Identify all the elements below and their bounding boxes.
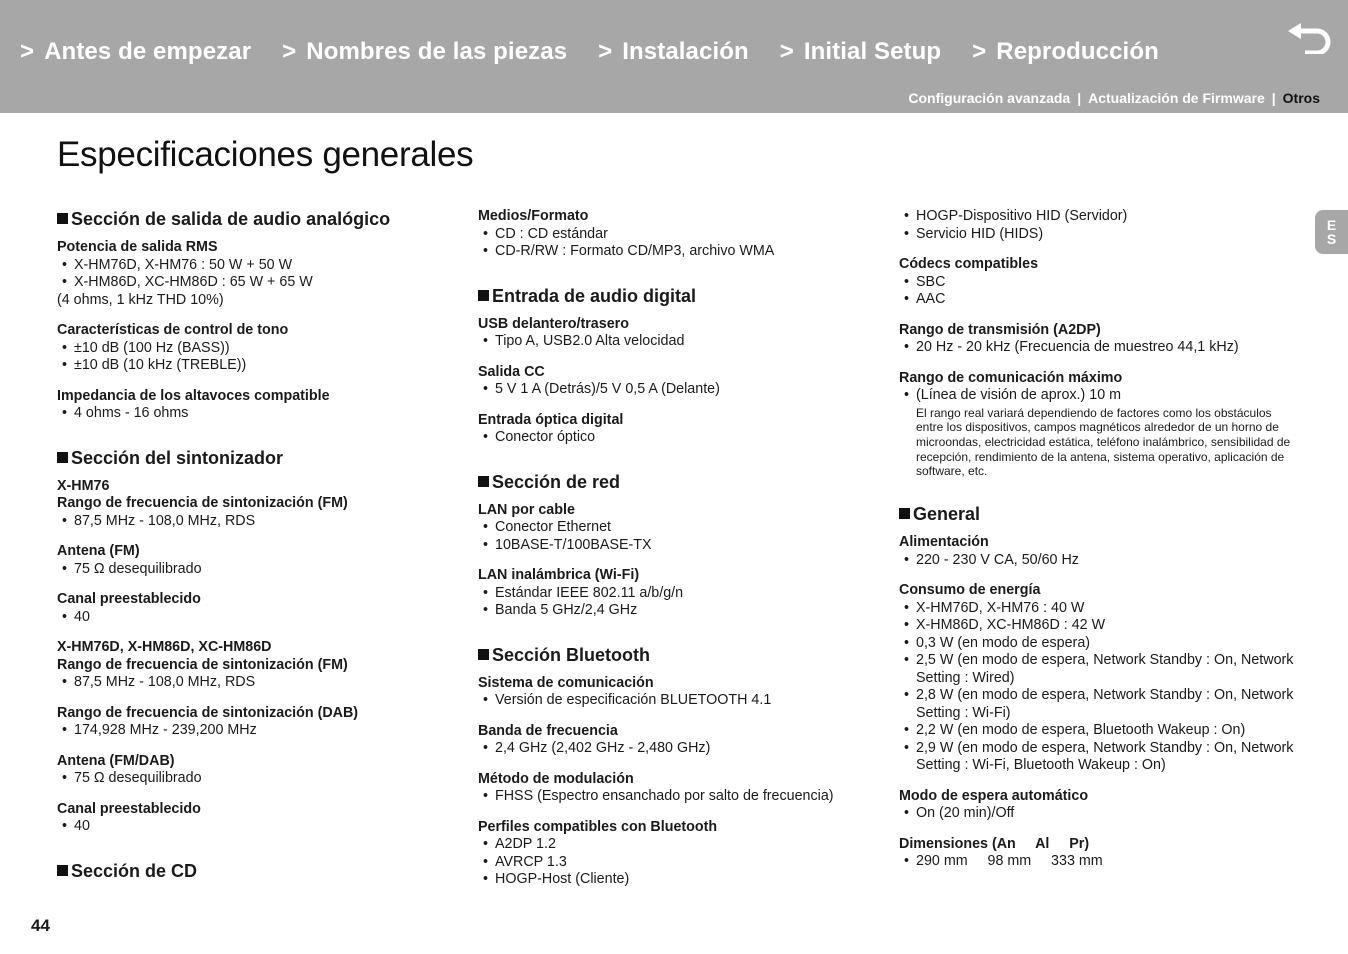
square-bullet-icon [57, 213, 68, 224]
spec-list [57, 561, 457, 579]
spec-item: • Banda 5 GHz/2,4 GHz [478, 602, 888, 620]
page-title: Especificaciones generales [57, 135, 474, 174]
chevron-right-icon: > [598, 38, 613, 65]
spec-item: • ±10 dB (10 kHz (TREBLE)) [57, 357, 457, 375]
section-heading-network [478, 471, 888, 493]
spec-item: • X-HM86D, XC-HM86D : 42 W [899, 617, 1299, 635]
spec-item: • AVRCP 1.3 [478, 854, 888, 872]
spec-item: • CD-R/RW : Formato CD/MP3, archivo WMA [478, 243, 888, 261]
spec-item: • Conector óptico [478, 429, 888, 447]
spec-item: • 87,5 MHz - 108,0 MHz, RDS [57, 674, 457, 692]
spec-list [57, 770, 457, 788]
spec-item: • 2,9 W (en modo de espera, Network Standby : On, Network Setting : Wi-Fi, Bluetooth Wakeup : On) [899, 740, 1299, 775]
spec-label: Entrada óptica digital [478, 411, 624, 428]
spec-list [57, 405, 457, 423]
spec-item: • 2,8 W (en modo de espera, Network Standby : On, Network Setting : Wi-Fi) [899, 687, 1299, 722]
spec-label: Modo de espera automático [899, 787, 1089, 804]
spec-item: • 5 V 1 A (Detrás)/5 V 0,5 A (Delante) [478, 381, 888, 399]
nav-label: Reproducción [996, 38, 1159, 65]
section-heading-text: Sección de salida de audio analógico [71, 209, 391, 229]
spec-label: LAN por cable [478, 501, 575, 518]
spec-list [478, 585, 888, 620]
spec-item: • 174,928 MHz - 239,200 MHz [57, 722, 457, 740]
spec-item: • CD : CD estándar [478, 226, 888, 244]
spec-label: Dimensiones (An Al Pr) [899, 835, 1090, 852]
spec-item: • 40 [57, 818, 457, 836]
spec-label: Potencia de salida RMS [57, 239, 218, 255]
spec-item: • X-HM76D, X-HM76 : 40 W [899, 600, 1299, 618]
square-bullet-icon [57, 452, 68, 463]
nav-nombres-de-las-piezas[interactable] [282, 38, 567, 66]
spec-note: (4 ohms, 1 kHz THD 10%) [57, 291, 224, 308]
spec-list [57, 257, 457, 292]
spec-item: • A2DP 1.2 [478, 836, 888, 854]
spec-item: • Servicio HID (HIDS) [899, 226, 1299, 244]
spec-label: LAN inalámbrica (Wi-Fi) [478, 567, 640, 583]
square-bullet-icon [478, 476, 489, 487]
spec-list [899, 208, 1299, 243]
spec-item: • 220 - 230 V CA, 50/60 Hz [899, 552, 1299, 570]
section-heading-text: General [913, 504, 981, 525]
chevron-right-icon: > [972, 38, 987, 65]
spec-label: Alimentación [899, 534, 989, 551]
spec-footnote: El rango real variará dependiendo de factores como los obstáculos entre los dispositivos, campos magnéticos alrededor de un horno de microondas, electricidad estática, teléfono inalámbrico, sensibilidad de recepción, rendimiento de la antena, sistema operativo, aplicación de software, etc. [916, 405, 1291, 479]
chevron-right-icon: > [282, 38, 297, 65]
spec-label: Rango de comunicación máximo [899, 369, 1123, 386]
model-label: X-HM76 [57, 477, 110, 494]
spec-item: • AAC [899, 291, 1299, 309]
spec-list [478, 788, 888, 806]
square-bullet-icon [899, 508, 910, 519]
model-label: X-HM76D, X-HM86D, XC-HM86D [57, 639, 272, 655]
nav-reproduccion[interactable] [972, 38, 1159, 66]
spec-label: Perfiles compatibles con Bluetooth [478, 818, 718, 835]
spec-item: • Tipo A, USB2.0 Alta velocidad [478, 333, 888, 351]
spec-label: Rango de frecuencia de sintonización (FM) [57, 656, 348, 673]
spec-label: Impedancia de los altavoces compatible [57, 387, 330, 404]
spec-item: • 0,3 W (en modo de espera) [899, 635, 1299, 653]
spec-item: • HOGP-Dispositivo HID (Servidor) [899, 208, 1299, 226]
spec-list [478, 836, 888, 889]
subnav-separator: | [1077, 90, 1082, 106]
spec-list [899, 339, 1299, 357]
main-nav [20, 38, 1190, 66]
spec-list [57, 818, 457, 836]
return-arrow-icon[interactable] [1285, 14, 1333, 54]
spec-item: • 20 Hz - 20 kHz (Frecuencia de muestreo 44,1 kHz) [899, 339, 1299, 357]
spec-item: • X-HM76D, X-HM76 : 50 W + 50 W [57, 257, 457, 275]
nav-instalacion[interactable] [598, 38, 749, 66]
spec-item: • X-HM86D, XC-HM86D : 65 W + 65 W [57, 274, 457, 292]
page-number: 44 [31, 916, 50, 935]
chevron-right-icon: > [779, 38, 794, 65]
spec-item: • 4 ohms - 16 ohms [57, 405, 457, 423]
spec-label: Rango de transmisión (A2DP) [899, 321, 1101, 338]
spec-list [899, 387, 1299, 405]
spec-item: • 290 mm 98 mm 333 mm [899, 853, 1299, 871]
subnav-configuracion-avanzada[interactable]: Configuración avanzada [908, 90, 1071, 106]
spec-item: • 2,5 W (en modo de espera, Network Standby : On, Network Setting : Wired) [899, 652, 1299, 687]
section-heading-cd [57, 860, 457, 882]
spec-item: • FHSS (Espectro ensanchado por salto de frecuencia) [478, 788, 888, 806]
spec-label: Salida CC [478, 363, 545, 380]
square-bullet-icon [478, 290, 489, 301]
spec-list [478, 740, 888, 758]
spec-label: Códecs compatibles [899, 256, 1039, 272]
spec-label: USB delantero/trasero [478, 315, 629, 332]
spec-item: • Conector Ethernet [478, 519, 888, 537]
sub-navigation [908, 90, 1320, 106]
spec-list [899, 805, 1299, 823]
nav-label: Nombres de las piezas [306, 38, 568, 65]
spec-item: • 2,4 GHz (2,402 GHz - 2,480 GHz) [478, 740, 888, 758]
spec-list [478, 429, 888, 447]
spec-item: • Versión de especificación BLUETOOTH 4.1 [478, 692, 888, 710]
spec-item: • 10BASE-T/100BASE-TX [478, 537, 888, 555]
spec-list [899, 274, 1299, 309]
spec-list [899, 853, 1299, 871]
spec-label: Consumo de energía [899, 582, 1041, 599]
spec-item: • Estándar IEEE 802.11 a/b/g/n [478, 585, 888, 603]
spec-item: • SBC [899, 274, 1299, 292]
nav-label: Instalación [622, 38, 749, 65]
spec-item: • 87,5 MHz - 108,0 MHz, RDS [57, 513, 457, 531]
spec-item: • 75 Ω desequilibrado [57, 561, 457, 579]
language-tab-letter: E [1326, 217, 1337, 233]
nav-antes-de-empezar[interactable] [20, 38, 251, 66]
spec-label: Antena (FM/DAB) [57, 752, 175, 769]
spec-label: Sistema de comunicación [478, 674, 654, 691]
spec-list [57, 513, 457, 531]
spec-column-3 [899, 208, 1299, 871]
spec-item: • 75 Ω desequilibrado [57, 770, 457, 788]
square-bullet-icon [57, 865, 68, 876]
chevron-right-icon: > [20, 38, 35, 65]
spec-label: Método de modulación [478, 770, 634, 787]
subnav-otros[interactable]: Otros [1282, 90, 1320, 106]
nav-label: Antes de empezar [44, 38, 252, 65]
section-heading-bluetooth [478, 644, 888, 666]
spec-label: Rango de frecuencia de sintonización (DAB) [57, 704, 359, 721]
spec-list [57, 340, 457, 375]
spec-column-2 [478, 208, 888, 889]
spec-item: • HOGP-Host (Cliente) [478, 871, 888, 889]
spec-list [478, 226, 888, 261]
section-heading-text: Sección Bluetooth [492, 644, 651, 665]
top-navigation-bar [0, 0, 1348, 113]
spec-label: Antena (FM) [57, 543, 140, 559]
section-heading-text: Entrada de audio digital [492, 285, 697, 306]
section-heading-analog [57, 208, 457, 230]
spec-item: • 2,2 W (en modo de espera, Bluetooth Wakeup : On) [899, 722, 1299, 740]
spec-list [478, 333, 888, 351]
spec-list [478, 692, 888, 710]
section-heading-tuner [57, 447, 457, 469]
subnav-actualizacion-firmware[interactable]: Actualización de Firmware [1088, 90, 1265, 106]
spec-column-1 [57, 208, 457, 891]
nav-initial-setup[interactable] [780, 38, 941, 66]
subnav-separator: | [1271, 90, 1276, 106]
section-heading-text: Sección de red [492, 471, 621, 492]
section-heading-text: Sección de CD [71, 860, 198, 881]
spec-label: Medios/Formato [478, 208, 589, 224]
spec-item: • On (20 min)/Off [899, 805, 1299, 823]
spec-list [478, 519, 888, 554]
spec-list [57, 722, 457, 740]
spec-label: Banda de frecuencia [478, 722, 618, 739]
spec-list [899, 552, 1299, 570]
spec-label: Rango de frecuencia de sintonización (FM) [57, 495, 348, 511]
section-heading-digital [478, 285, 888, 307]
spec-item: • (Línea de visión de aprox.) 10 m [899, 387, 1299, 405]
spec-list [57, 609, 457, 627]
spec-list [57, 674, 457, 692]
spec-label: Canal preestablecido [57, 800, 201, 817]
spec-label: Características de control de tono [57, 322, 289, 338]
language-tab-letter: S [1326, 231, 1337, 247]
square-bullet-icon [478, 649, 489, 660]
nav-label: Initial Setup [803, 38, 942, 65]
spec-list [478, 381, 888, 399]
spec-list [899, 600, 1299, 775]
spec-item: • ±10 dB (100 Hz (BASS)) [57, 340, 457, 358]
section-heading-general [899, 503, 1299, 525]
language-tab [1315, 210, 1348, 254]
spec-label: Canal preestablecido [57, 591, 201, 607]
section-heading-text: Sección del sintonizador [71, 447, 284, 468]
spec-item: • 40 [57, 609, 457, 627]
